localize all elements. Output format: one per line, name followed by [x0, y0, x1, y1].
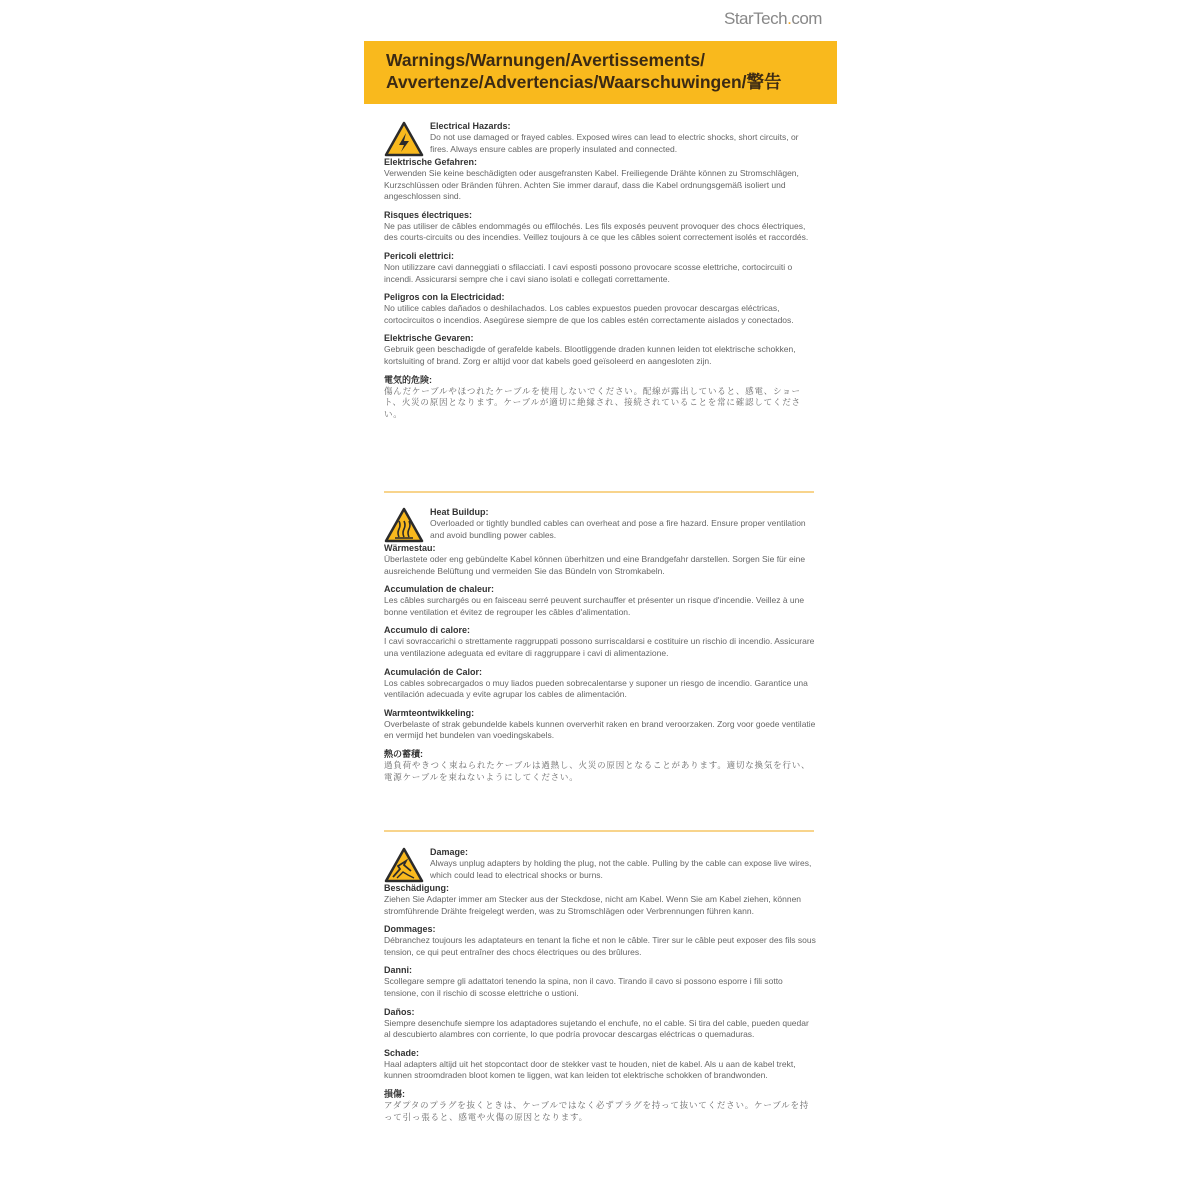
- entry-title: Dommages:: [384, 924, 436, 935]
- entry-title: Pericoli elettrici:: [384, 250, 455, 261]
- entry-title: Daños:: [384, 1006, 415, 1017]
- entry-title: Beschädigung:: [384, 883, 450, 893]
- entry-title: 損傷:: [384, 1088, 405, 1099]
- heat-hazard-warning-icon: [384, 507, 424, 543]
- entry-title: Warmteontwikkeling:: [384, 707, 475, 718]
- entry-title: Risques électriques:: [384, 209, 473, 220]
- entry-body: アダプタのプラグを抜くときは、ケーブルではなく必ずプラグを持って抜いてください。ケーブルを持って引っ張ると、感電や火傷の原因となります。: [384, 1099, 810, 1122]
- entry-body: Verwenden Sie keine beschädigten oder ausgefransten Kabel. Freiliegende Drähte können zu Stromschlägen, Kurzschlüssen oder Bränden führen. Achten Sie immer darauf, dass die Kabel ordnungsgemäß isoliert und angeschlossen sind.: [384, 168, 799, 202]
- entry-title: 電気的危険:: [384, 374, 432, 385]
- entry-body: Siempre desenchufe siempre los adaptadores sujetando el enchufe, no el cable. Si tira del cable, pueden quedar al descubierto alambres con corriente, lo que podría provocar descargas eléctricas o quemaduras.: [384, 1017, 809, 1040]
- section-header-damage: [384, 847, 816, 883]
- entry-body: Overloaded or tightly bundled cables can overheat and pose a fire hazard. Ensure proper ventilation and avoid bundling power cables.: [430, 518, 806, 540]
- section-heat-buildup: [384, 507, 816, 790]
- entry-title: Elektrische Gevaren:: [384, 333, 474, 344]
- entry-body: Ziehen Sie Adapter immer am Stecker aus der Steckdose, nicht am Kabel. Wenn Sie am Kabel ziehen, können stromführende Drähte freigelegt werden, was zu Stromschlägen oder Verbrennungen führen kann.: [384, 894, 802, 916]
- entry-body: No utilice cables dañados o deshilachados. Los cables expuestos pueden provocar descargas eléctricas, cortocircuitos o incendios. Asegúrese siempre de que los cables estén correctamente aislados y conectados.: [384, 303, 794, 325]
- entry-title: Heat Buildup:: [430, 507, 489, 517]
- entry-body: Overbelaste of strak gebundelde kabels kunnen oververhit raken en brand veroorzaken. Zorg voor goede ventilatie en vermijd het bundelen van voedingskabels.: [384, 718, 816, 741]
- entry-body: Débranchez toujours les adaptateurs en tenant la fiche et non le câble. Tirer sur le câble peut exposer des fils sous tension, ce qui peut entraîner des chocs électriques ou des brûlures.: [384, 935, 816, 957]
- section-divider: [384, 491, 814, 493]
- entry-body: Do not use damaged or frayed cables. Exposed wires can lead to electric shocks, short circuits, or fires. Always ensure cables are properly insulated and connected.: [430, 132, 799, 154]
- entry-title: Elektrische Gefahren:: [384, 157, 478, 167]
- startech-logo: [724, 9, 822, 29]
- logo-text-b: com: [791, 9, 822, 28]
- banner-title-line-1: Warnings/Warnungen/Avertissements/: [386, 50, 705, 70]
- damage-hazard-warning-icon: [384, 847, 424, 883]
- logo-dot: .: [787, 9, 792, 28]
- section-electrical-hazards: [384, 121, 816, 427]
- banner-title-line-2: Avvertenze/Advertencias/Waarschuwingen/警告: [386, 72, 782, 92]
- entry-title: Accumulo di calore:: [384, 625, 471, 636]
- entry-body: Los cables sobrecargados o muy liados pueden sobrecalentarse y suponer un riesgo de incendio. Garantice una ventilación adecuada y evite agrupar los cables de alimentación.: [384, 677, 808, 700]
- logo-text-a: StarTech: [724, 9, 788, 28]
- entry-title: 熱の蓄積:: [384, 748, 423, 759]
- entry-title: Electrical Hazards:: [430, 121, 511, 131]
- entry-title: Accumulation de chaleur:: [384, 584, 495, 595]
- section-damage: [384, 847, 816, 1130]
- entry-body: Überlastete oder eng gebündelte Kabel können überhitzen und eine Brandgefahr darstellen. Sorgen Sie für eine ausreichende Belüftung und vermeiden Sie das Bündeln von Stromkabeln.: [384, 554, 806, 576]
- entry-body: Les câbles surchargés ou en faisceau serré peuvent surchauffer et présenter un risque d'incendie. Veillez à une bonne ventilation et évitez de regrouper les câbles d'alimentation.: [384, 595, 805, 617]
- entry-body: 傷んだケーブルやほつれたケーブルを使用しないでください。配線が露出していると、感電、ショート、火災の原因となります。ケーブルが適切に絶縁され、接続されていることを常に確認してください。: [384, 385, 801, 419]
- entry-body: Scollegare sempre gli adattatori tenendo la spina, non il cavo. Tirando il cavo si possono esporre i fili sotto tensione, con il rischio di scosse elettriche o ustioni.: [384, 976, 783, 998]
- entry-title: Schade:: [384, 1047, 420, 1058]
- entry-body: Non utilizzare cavi danneggiati o sfilacciati. I cavi esposti possono provocare scosse elettriche, cortocircuiti o incendi. Assicurarsi sempre che i cavi siano isolati e collegati correttamente.: [384, 261, 793, 284]
- section-header-electrical: [384, 121, 816, 157]
- entry-body: Gebruik geen beschadigde of gerafelde kabels. Blootliggende draden kunnen leiden tot elektrische schokken, kortsluiting of brand. Zorg er altijd voor dat kabels goed geïsoleerd en aangesloten zijn.: [384, 344, 796, 366]
- entry-body: Ne pas utiliser de câbles endommagés ou effilochés. Les fils exposés peuvent provoquer des chocs électriques, des courts-circuits ou des incendies. Veillez toujours à ce que les câbles soient correctement isolés et raccordés.: [384, 220, 809, 243]
- electrical-hazard-warning-icon: [384, 121, 424, 157]
- entry-body: 過負荷やきつく束ねられたケーブルは過熱し、火災の原因となることがあります。適切な換気を行い、電源ケーブルを束ねないようにしてください。: [384, 759, 811, 782]
- entry-title: Acumulación de Calor:: [384, 666, 483, 677]
- entry-body: Always unplug adapters by holding the plug, not the cable. Pulling by the cable can expose live wires, which could lead to electrical shocks or burns.: [430, 858, 812, 880]
- warnings-banner: [364, 41, 837, 104]
- section-header-heat: [384, 507, 816, 543]
- section-divider: [384, 830, 814, 832]
- entry-body: Haal adapters altijd uit het stopcontact door de stekker vast te houden, niet de kabel. Als u aan de kabel trekt, kunnen stroomdraden bloot komen te liggen, wat kan leiden tot elektrische schokken of brandwonden.: [384, 1058, 796, 1081]
- entry-body: I cavi sovraccarichi o strettamente raggruppati possono surriscaldarsi e costituire un rischio di incendio. Assicurare una ventilazione adeguata ed evitare di raggruppare i cavi di alimentazione.: [384, 636, 815, 658]
- entry-title: Peligros con la Electricidad:: [384, 292, 505, 303]
- entry-title: Danni:: [384, 965, 412, 976]
- entry-title: Damage:: [430, 847, 469, 857]
- entry-title: Wärmestau:: [384, 543, 436, 553]
